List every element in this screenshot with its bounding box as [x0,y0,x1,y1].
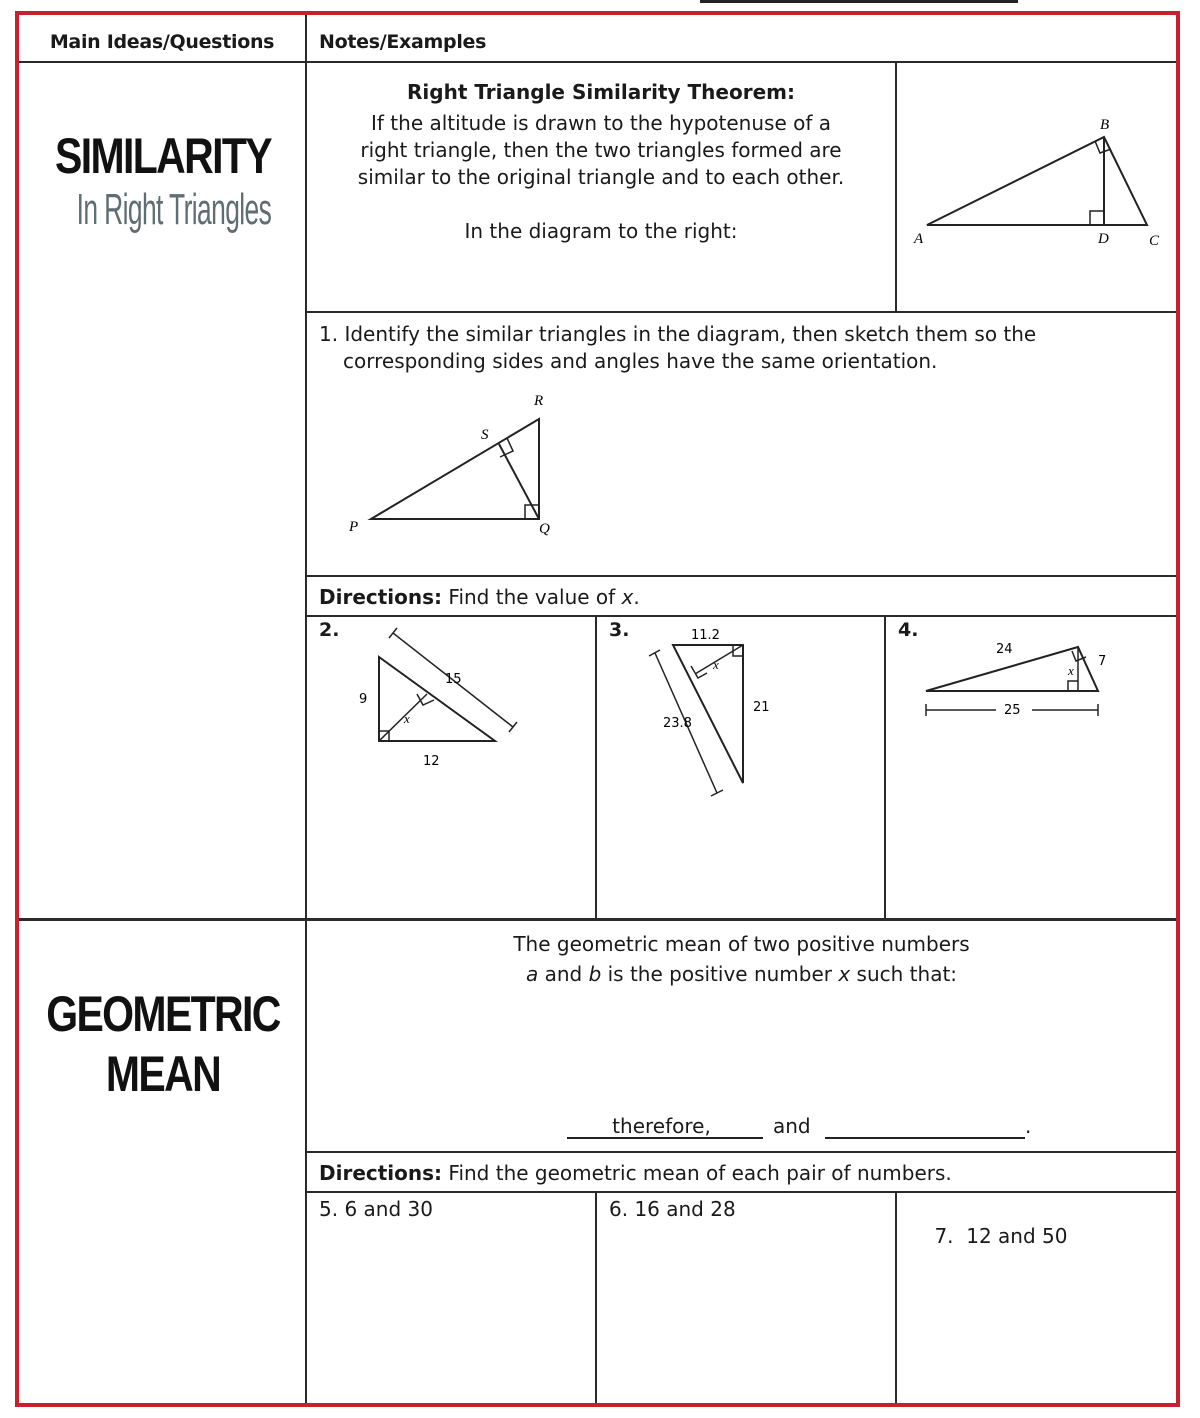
problem-4-number: 4. [898,619,919,641]
theorem-line-3: similar to the original triangle and to each other. [357,165,845,189]
problem-3-side-b: 21 [753,700,770,715]
similarity-subtitle: In Right Triangles [76,185,272,234]
problem-2-x: x [404,711,410,726]
label-d: D [1098,231,1109,247]
label-r: R [534,393,544,409]
problem-2-side-b: 15 [445,672,462,687]
geometric-title-line-2: MEAN [105,1046,221,1102]
problem-2-diagram [307,617,597,921]
directions-2-label: Directions: [319,1161,443,1185]
problem-3-side-c: 23.8 [663,716,692,731]
directions-var: x [621,585,634,609]
period: . [1025,1114,1032,1138]
definition-b: b [588,962,602,986]
and-word: and [773,1114,811,1138]
therefore-word: therefore, [612,1114,711,1138]
problem-3-x: x [713,657,719,672]
directions-text: Find the value of [442,585,622,609]
problem-4-cell [886,617,1176,921]
problem-4-side-c: 25 [1004,703,1021,718]
directions-2-text: Find the geometric mean of each pair of numbers. [442,1161,952,1185]
right-angle-d [1090,211,1104,225]
problem-4-right-angle [1068,681,1078,691]
definition-a: a [525,962,539,986]
label-a: A [914,231,924,247]
directions-find-x [307,577,1176,617]
notes-frame [15,11,1180,1407]
problem-3-side-a: 11.2 [691,628,720,643]
problem-2-side-a: 9 [359,692,368,707]
header-notes: Notes/Examples [307,15,1176,63]
problem-3-dimension-tick-bottom [711,790,723,796]
problem-3-cell [597,617,886,921]
problem-3-altitude [695,645,743,674]
problem-2-dimension-tick-bottom [509,722,517,732]
problem-2-side-c: 12 [423,754,440,769]
definition-cell [307,921,1176,1153]
label-q: Q [539,521,550,537]
pair-7-cell [897,1193,1176,1403]
geometric-title-line-1: GEOMETRIC [46,986,280,1042]
geometric-mean-title-cell [19,921,307,1403]
theorem-heading: Right Triangle Similarity Theorem: [407,80,795,104]
directions-geometric-mean [307,1153,1176,1193]
definition-and: and [538,962,589,986]
diagram-note: In the diagram to the right: [464,219,738,243]
problem-2-cell [307,617,597,921]
pair-6-label: 6. 16 and 28 [609,1197,736,1221]
problem-4-side-a: 24 [996,642,1013,657]
problem-1-line-1: 1. Identify the similar triangles in the diagram, then sketch them so the [319,322,1037,346]
header-main-ideas: Main Ideas/Questions [19,15,307,63]
label-b: B [1100,117,1110,133]
pair-6-cell [597,1193,897,1403]
label-c: C [1149,233,1160,249]
problem-1-line-2: corresponding sides and angles have the same orientation. [343,349,938,373]
directions-label: Directions: [319,585,443,609]
directions-end: . [633,585,640,609]
similarity-title-cell [19,63,307,921]
problem-2-dimension-tick-top [389,628,397,638]
problem-4-diagram [886,617,1176,921]
pqr-diagram [307,313,1176,577]
definition-line-1: The geometric mean of two positive numbers [513,932,970,956]
definition-mid: is the positive number [601,962,839,986]
altitude-diagram [897,63,1176,313]
problem-2-altitude [379,694,427,741]
problem-1-cell [307,313,1176,577]
label-p: P [349,519,359,535]
pair-7-label: 7. 12 and 50 [934,1224,1068,1248]
definition-x: x [838,962,851,986]
theorem-line-1: If the altitude is drawn to the hypotenuse of a [371,111,831,135]
triangle-abc [927,137,1147,225]
problem-4-side-b: 7 [1098,654,1107,669]
problem-2-number: 2. [319,619,340,641]
theorem-diagram-cell [897,63,1176,313]
problem-3-dimension-tick-top [649,650,660,656]
problem-4-x: x [1068,663,1074,678]
top-underline [700,0,1018,3]
problem-3-diagram [597,617,886,921]
therefore-line [307,1113,1176,1140]
problem-3-number: 3. [609,619,630,641]
definition-end: such that: [850,962,958,986]
pair-5-cell [307,1193,597,1403]
theorem-line-2: right triangle, then the two triangles formed are [360,138,842,162]
label-s: S [481,427,489,443]
pair-5-label: 5. 6 and 30 [319,1197,433,1221]
blank-2[interactable] [825,1137,1025,1139]
theorem-cell [307,63,897,313]
similarity-title: SIMILARITY [55,128,271,184]
triangle-pqr [371,419,539,519]
blank-1[interactable] [567,1137,763,1139]
